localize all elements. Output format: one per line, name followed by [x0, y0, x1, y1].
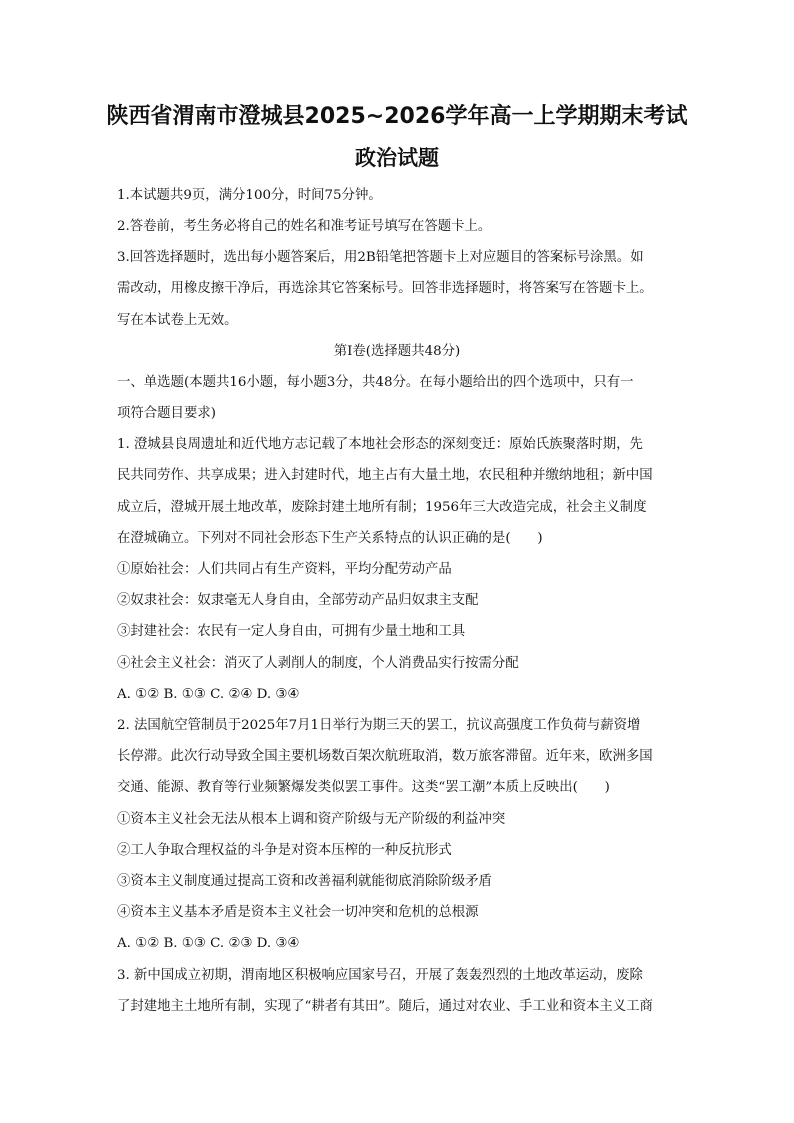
question-2-statement: ①资本主义社会无法从根本上调和资产阶级与无产阶级的利益冲突	[117, 812, 506, 827]
instruction-3: 3.回答选择题时，选出每小题答案后，用2B铅笔把答题卡上对应题目的答案标号涂黑。如	[117, 250, 644, 265]
question-1-statement: ④社会主义社会：消灭了人剥削人的制度，个人消费品实行按需分配	[117, 656, 519, 671]
question-2-stem: 交通、能源、教育等行业频繁爆发类似罢工事件。这类“罢工潮”本质上反映出( )	[117, 780, 610, 795]
instruction-3-end: 写在本试卷上无效。	[117, 313, 238, 328]
question-1-stem: 成立后，澄城开展土地改革，废除封建土地所有制；1956年三大改造完成，社会主义制度	[117, 500, 647, 515]
question-1-statement: ①原始社会：人们共同占有生产资料，平均分配劳动产品	[117, 562, 452, 577]
exam-subtitle: 政治试题	[355, 146, 439, 170]
section-heading: 第Ⅰ卷(选择题共48分)	[333, 344, 461, 359]
question-3-stem: 了封建地主土地所有制，实现了“耕者有其田”。随后，通过对农业、手工业和资本主义工商	[117, 999, 653, 1014]
question-3-stem: 3. 新中国成立初期，渭南地区积极响应国家号召，开展了轰轰烈烈的土地改革运动，废除	[117, 968, 643, 983]
instruction-2: 2.答卷前，考生务必将自己的姓名和准考证号填写在答题卡上。	[117, 219, 492, 234]
question-1-options: A. ①② B. ①③ C. ②④ D. ③④	[117, 687, 300, 702]
part-heading: 一、单选题(本题共16小题，每小题3分，共48分。在每小题给出的四个选项中，只有一	[117, 375, 634, 390]
question-2-statement: ②工人争取合理权益的斗争是对资本压榨的一种反抗形式	[117, 843, 452, 858]
exam-title: 陕西省渭南市澄城县2025~2026学年高一上学期期末考试	[106, 104, 688, 129]
question-2-stem: 2. 法国航空管制员于2025年7月1日举行为期三天的罢工，抗议高强度工作负荷与薪资增	[117, 718, 641, 733]
question-1-stem: 1. 澄城县良周遗址和近代地方志记载了本地社会形态的深刻变迁：原始氏族聚落时期，先	[117, 437, 643, 452]
question-2-options: A. ①② B. ①③ C. ②③ D. ③④	[117, 936, 300, 951]
instruction-1: 1.本试题共9页，满分100分，时间75分钟。	[117, 188, 382, 203]
question-2-statement: ③资本主义制度通过提高工资和改善福利就能彻底消除阶级矛盾	[117, 874, 492, 889]
question-2-statement: ④资本主义基本矛盾是资本主义社会一切冲突和危机的总根源	[117, 905, 479, 920]
question-1-stem: 在澄城确立。下列对不同社会形态下生产关系特点的认识正确的是( )	[117, 531, 543, 546]
question-1-statement: ③封建社会：农民有一定人身自由，可拥有少量土地和工具	[117, 624, 466, 639]
question-1-stem: 民共同劳作、共享成果；进入封建时代，地主占有大量土地，农民租种并缴纳地租；新中国	[117, 468, 653, 483]
part-heading-cont: 项符合题目要求)	[117, 406, 216, 421]
question-2-stem: 长停滞。此次行动导致全国主要机场数百架次航班取消，数万旅客滞留。近年来，欧洲多国	[117, 749, 653, 764]
instruction-3-cont: 需改动，用橡皮擦干净后，再选涂其它答案标号。回答非选择题时，将答案写在答题卡上。	[117, 281, 653, 296]
question-1-statement: ②奴隶社会：奴隶毫无人身自由，全部劳动产品归奴隶主支配	[117, 593, 479, 608]
